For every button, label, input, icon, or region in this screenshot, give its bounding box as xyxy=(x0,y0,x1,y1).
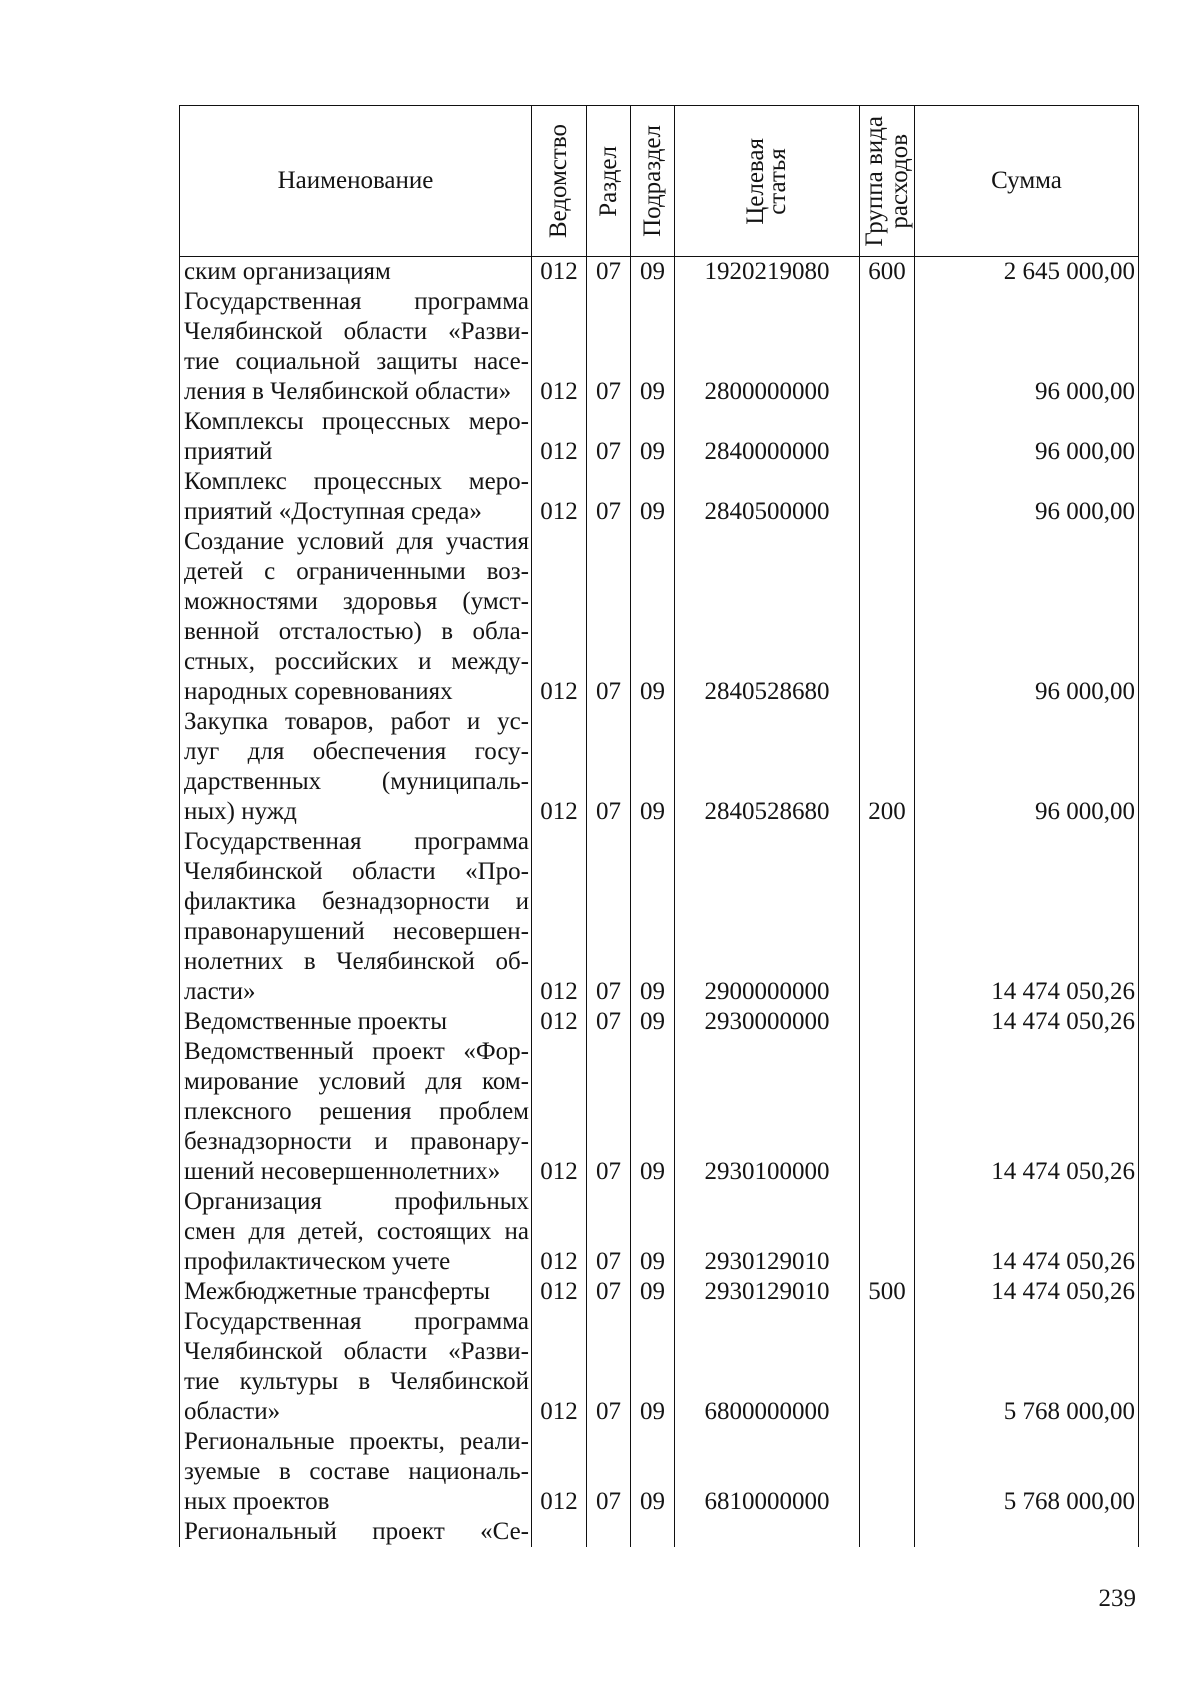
subsection-code xyxy=(631,1517,675,1547)
row-name-line: ления в Челябинской области» xyxy=(184,378,512,405)
budget-table xyxy=(179,105,1139,1547)
subsection-code: 09 xyxy=(631,1037,675,1187)
row-name xyxy=(180,257,532,288)
table-row xyxy=(180,407,1139,467)
department-code: 012 xyxy=(532,257,587,288)
section-code: 07 xyxy=(587,527,631,707)
table-row xyxy=(180,1277,1139,1307)
row-name xyxy=(180,1427,532,1517)
target-item-code: 2800000000 xyxy=(675,287,860,407)
section-code: 07 xyxy=(587,827,631,1007)
target-item-code: 2840528680 xyxy=(675,707,860,827)
column-header-subsection-label xyxy=(640,125,666,237)
column-header-target-item-line-1: Целевая xyxy=(742,137,769,225)
section-code: 07 xyxy=(587,407,631,467)
row-name xyxy=(180,527,532,707)
row-name-line: венной отсталостью) в обла- xyxy=(184,618,529,645)
column-header-department xyxy=(532,106,587,257)
target-item-code: 6800000000 xyxy=(675,1307,860,1427)
amount-value: 5 768 000,00 xyxy=(915,1307,1139,1427)
row-name xyxy=(180,1307,532,1427)
table-row xyxy=(180,707,1139,827)
column-header-name-label: Наименование xyxy=(277,167,434,194)
page-number: 239 xyxy=(1098,1585,1136,1612)
department-code: 012 xyxy=(532,1307,587,1427)
table-row xyxy=(180,1007,1139,1037)
column-header-target-item-label xyxy=(742,137,791,225)
table-row xyxy=(180,827,1139,1007)
row-name xyxy=(180,1037,532,1187)
column-header-expense-group-line-2: расходов xyxy=(886,133,913,229)
subsection-code: 09 xyxy=(631,527,675,707)
expense-group-code xyxy=(860,1007,915,1037)
row-name-line: можностями здоровья (умст- xyxy=(184,588,529,615)
row-name-line: нолетних в Челябинской об- xyxy=(184,948,529,975)
expense-group-code: 600 xyxy=(860,257,915,288)
row-name-line: мирование условий для ком- xyxy=(184,1068,529,1095)
amount-value: 14 474 050,26 xyxy=(915,1187,1139,1277)
table-row xyxy=(180,527,1139,707)
amount-value: 14 474 050,26 xyxy=(915,1277,1139,1307)
amount-value: 14 474 050,26 xyxy=(915,827,1139,1007)
row-name xyxy=(180,1187,532,1277)
column-header-expense-group xyxy=(860,106,915,257)
row-name-line: Региональный проект «Се- xyxy=(184,1518,529,1545)
column-header-target-item xyxy=(675,106,860,257)
row-name-line: Региональные проекты, реали- xyxy=(184,1428,529,1455)
expense-group-code: 200 xyxy=(860,707,915,827)
row-name-line: Межбюджетные трансферты xyxy=(184,1278,491,1305)
department-code: 012 xyxy=(532,1037,587,1187)
column-header-expense-group-label xyxy=(862,116,912,247)
table-row xyxy=(180,467,1139,527)
department-code xyxy=(532,1517,587,1547)
target-item-code: 2930000000 xyxy=(675,1007,860,1037)
column-header-expense-group-line-1: Группа вида xyxy=(861,115,888,247)
row-name-line: зуемые в составе националь- xyxy=(184,1458,529,1485)
row-name-line: области» xyxy=(184,1398,281,1425)
subsection-code: 09 xyxy=(631,1307,675,1427)
department-code: 012 xyxy=(532,1007,587,1037)
row-name-line: приятий «Доступная среда» xyxy=(184,498,482,525)
table-header xyxy=(180,106,1139,257)
amount-value: 2 645 000,00 xyxy=(915,257,1139,288)
row-name-line: Челябинской области «Про- xyxy=(184,858,529,885)
column-header-amount-label: Сумма xyxy=(991,167,1062,194)
row-name-line: ласти» xyxy=(184,978,256,1005)
row-name xyxy=(180,1277,532,1307)
row-name-line: филактика безнадзорности и xyxy=(184,888,529,915)
row-name-line: народных соревнованиях xyxy=(184,678,453,705)
table-row xyxy=(180,1037,1139,1187)
department-code: 012 xyxy=(532,407,587,467)
section-code: 07 xyxy=(587,1187,631,1277)
department-code: 012 xyxy=(532,1427,587,1517)
section-code: 07 xyxy=(587,1307,631,1427)
department-code: 012 xyxy=(532,527,587,707)
row-name-line: тие культуры в Челябинской xyxy=(184,1368,529,1395)
row-name xyxy=(180,707,532,827)
row-name-line: безнадзорности и правонару- xyxy=(184,1128,529,1155)
department-code: 012 xyxy=(532,1277,587,1307)
row-name xyxy=(180,1517,532,1547)
subsection-code: 09 xyxy=(631,1007,675,1037)
target-item-code: 2840528680 xyxy=(675,527,860,707)
target-item-code: 2900000000 xyxy=(675,827,860,1007)
subsection-code: 09 xyxy=(631,257,675,288)
column-header-amount xyxy=(915,106,1139,257)
expense-group-code xyxy=(860,1187,915,1277)
subsection-code: 09 xyxy=(631,1427,675,1517)
row-name xyxy=(180,467,532,527)
row-name-line: приятий xyxy=(184,438,273,465)
expense-group-code: 500 xyxy=(860,1277,915,1307)
row-name-line: детей с ограниченными воз- xyxy=(184,558,529,585)
amount-value xyxy=(915,1517,1139,1547)
amount-value: 96 000,00 xyxy=(915,527,1139,707)
row-name-line: Создание условий для участия xyxy=(184,528,529,555)
department-code: 012 xyxy=(532,707,587,827)
target-item-code: 2930129010 xyxy=(675,1187,860,1277)
row-name xyxy=(180,1007,532,1037)
subsection-code: 09 xyxy=(631,467,675,527)
expense-group-code xyxy=(860,527,915,707)
row-name-line: Государственная программа xyxy=(184,1308,529,1335)
section-code: 07 xyxy=(587,707,631,827)
row-name-line: дарственных (муниципаль- xyxy=(184,768,529,795)
row-name-line: плексного решения проблем xyxy=(184,1098,529,1125)
amount-value: 96 000,00 xyxy=(915,467,1139,527)
row-name-line: Комплексы процессных меро- xyxy=(184,408,529,435)
row-name-line: луг для обеспечения госу- xyxy=(184,738,529,765)
department-code: 012 xyxy=(532,467,587,527)
section-code: 07 xyxy=(587,467,631,527)
expense-group-code xyxy=(860,1037,915,1187)
row-name-line: ским организациям xyxy=(184,258,391,285)
row-name-line: Челябинской области «Разви- xyxy=(184,1338,529,1365)
row-name-line: Ведомственные проекты xyxy=(184,1008,448,1035)
column-header-subsection xyxy=(631,106,675,257)
table-row xyxy=(180,1307,1139,1427)
section-code: 07 xyxy=(587,1007,631,1037)
expense-group-code xyxy=(860,1517,915,1547)
row-name-line: стных, российских и между- xyxy=(184,648,529,675)
column-header-section-text: Раздел xyxy=(594,145,622,217)
amount-value: 96 000,00 xyxy=(915,287,1139,407)
target-item-code: 2840500000 xyxy=(675,467,860,527)
target-item-code: 2930129010 xyxy=(675,1277,860,1307)
subsection-code: 09 xyxy=(631,1277,675,1307)
row-name-line: ных проектов xyxy=(184,1488,330,1515)
column-header-department-label xyxy=(546,124,572,238)
expense-group-code xyxy=(860,287,915,407)
row-name-line: Закупка товаров, работ и ус- xyxy=(184,708,529,735)
table-row xyxy=(180,257,1139,288)
column-header-target-item-line-2: статья xyxy=(764,147,791,215)
amount-value: 96 000,00 xyxy=(915,707,1139,827)
table-row xyxy=(180,1187,1139,1277)
amount-value: 14 474 050,26 xyxy=(915,1007,1139,1037)
column-header-subsection-text: Подраздел xyxy=(638,125,666,237)
row-name-line: Комплекс процессных меро- xyxy=(184,468,529,495)
target-item-code: 2930100000 xyxy=(675,1037,860,1187)
target-item-code: 2840000000 xyxy=(675,407,860,467)
column-header-section xyxy=(587,106,631,257)
department-code: 012 xyxy=(532,1187,587,1277)
row-name xyxy=(180,827,532,1007)
table-body xyxy=(180,257,1139,1548)
expense-group-code xyxy=(860,827,915,1007)
subsection-code: 09 xyxy=(631,1187,675,1277)
subsection-code: 09 xyxy=(631,287,675,407)
expense-group-code xyxy=(860,467,915,527)
column-header-department-text: Ведомство xyxy=(545,123,572,239)
row-name-line: ных) нужд xyxy=(184,798,297,825)
target-item-code: 1920219080 xyxy=(675,257,860,288)
section-code: 07 xyxy=(587,1277,631,1307)
section-code xyxy=(587,1517,631,1547)
section-code: 07 xyxy=(587,1037,631,1187)
column-header-name xyxy=(180,106,532,257)
subsection-code: 09 xyxy=(631,827,675,1007)
row-name-line: шений несовершеннолетних» xyxy=(184,1158,501,1185)
amount-value: 5 768 000,00 xyxy=(915,1427,1139,1517)
row-name-line: Государственная программа xyxy=(184,828,529,855)
section-code: 07 xyxy=(587,287,631,407)
subsection-code: 09 xyxy=(631,407,675,467)
section-code: 07 xyxy=(587,1427,631,1517)
row-name xyxy=(180,407,532,467)
header-row xyxy=(180,106,1139,257)
row-name xyxy=(180,287,532,407)
amount-value: 96 000,00 xyxy=(915,407,1139,467)
row-name-line: Ведомственный проект «Фор- xyxy=(184,1038,529,1065)
section-code: 07 xyxy=(587,257,631,288)
amount-value: 14 474 050,26 xyxy=(915,1037,1139,1187)
target-item-code: 6810000000 xyxy=(675,1427,860,1517)
table-row xyxy=(180,1517,1139,1547)
department-code: 012 xyxy=(532,287,587,407)
row-name-line: смен для детей, состоящих на xyxy=(184,1218,529,1245)
row-name-line: правонарушений несовершен- xyxy=(184,918,529,945)
expense-group-code xyxy=(860,407,915,467)
row-name-line: тие социальной защиты насе- xyxy=(184,348,529,375)
row-name-line: Государственная программа xyxy=(184,288,529,315)
subsection-code: 09 xyxy=(631,707,675,827)
expense-group-code xyxy=(860,1307,915,1427)
target-item-code xyxy=(675,1517,860,1547)
expense-group-code xyxy=(860,1427,915,1517)
row-name-line: профилактическом учете xyxy=(184,1248,451,1275)
row-name-line: Организация профильных xyxy=(184,1188,529,1215)
table-row xyxy=(180,1427,1139,1517)
row-name-line: Челябинской области «Разви- xyxy=(184,318,529,345)
table-row xyxy=(180,287,1139,407)
department-code: 012 xyxy=(532,827,587,1007)
column-header-section-label xyxy=(596,146,622,217)
